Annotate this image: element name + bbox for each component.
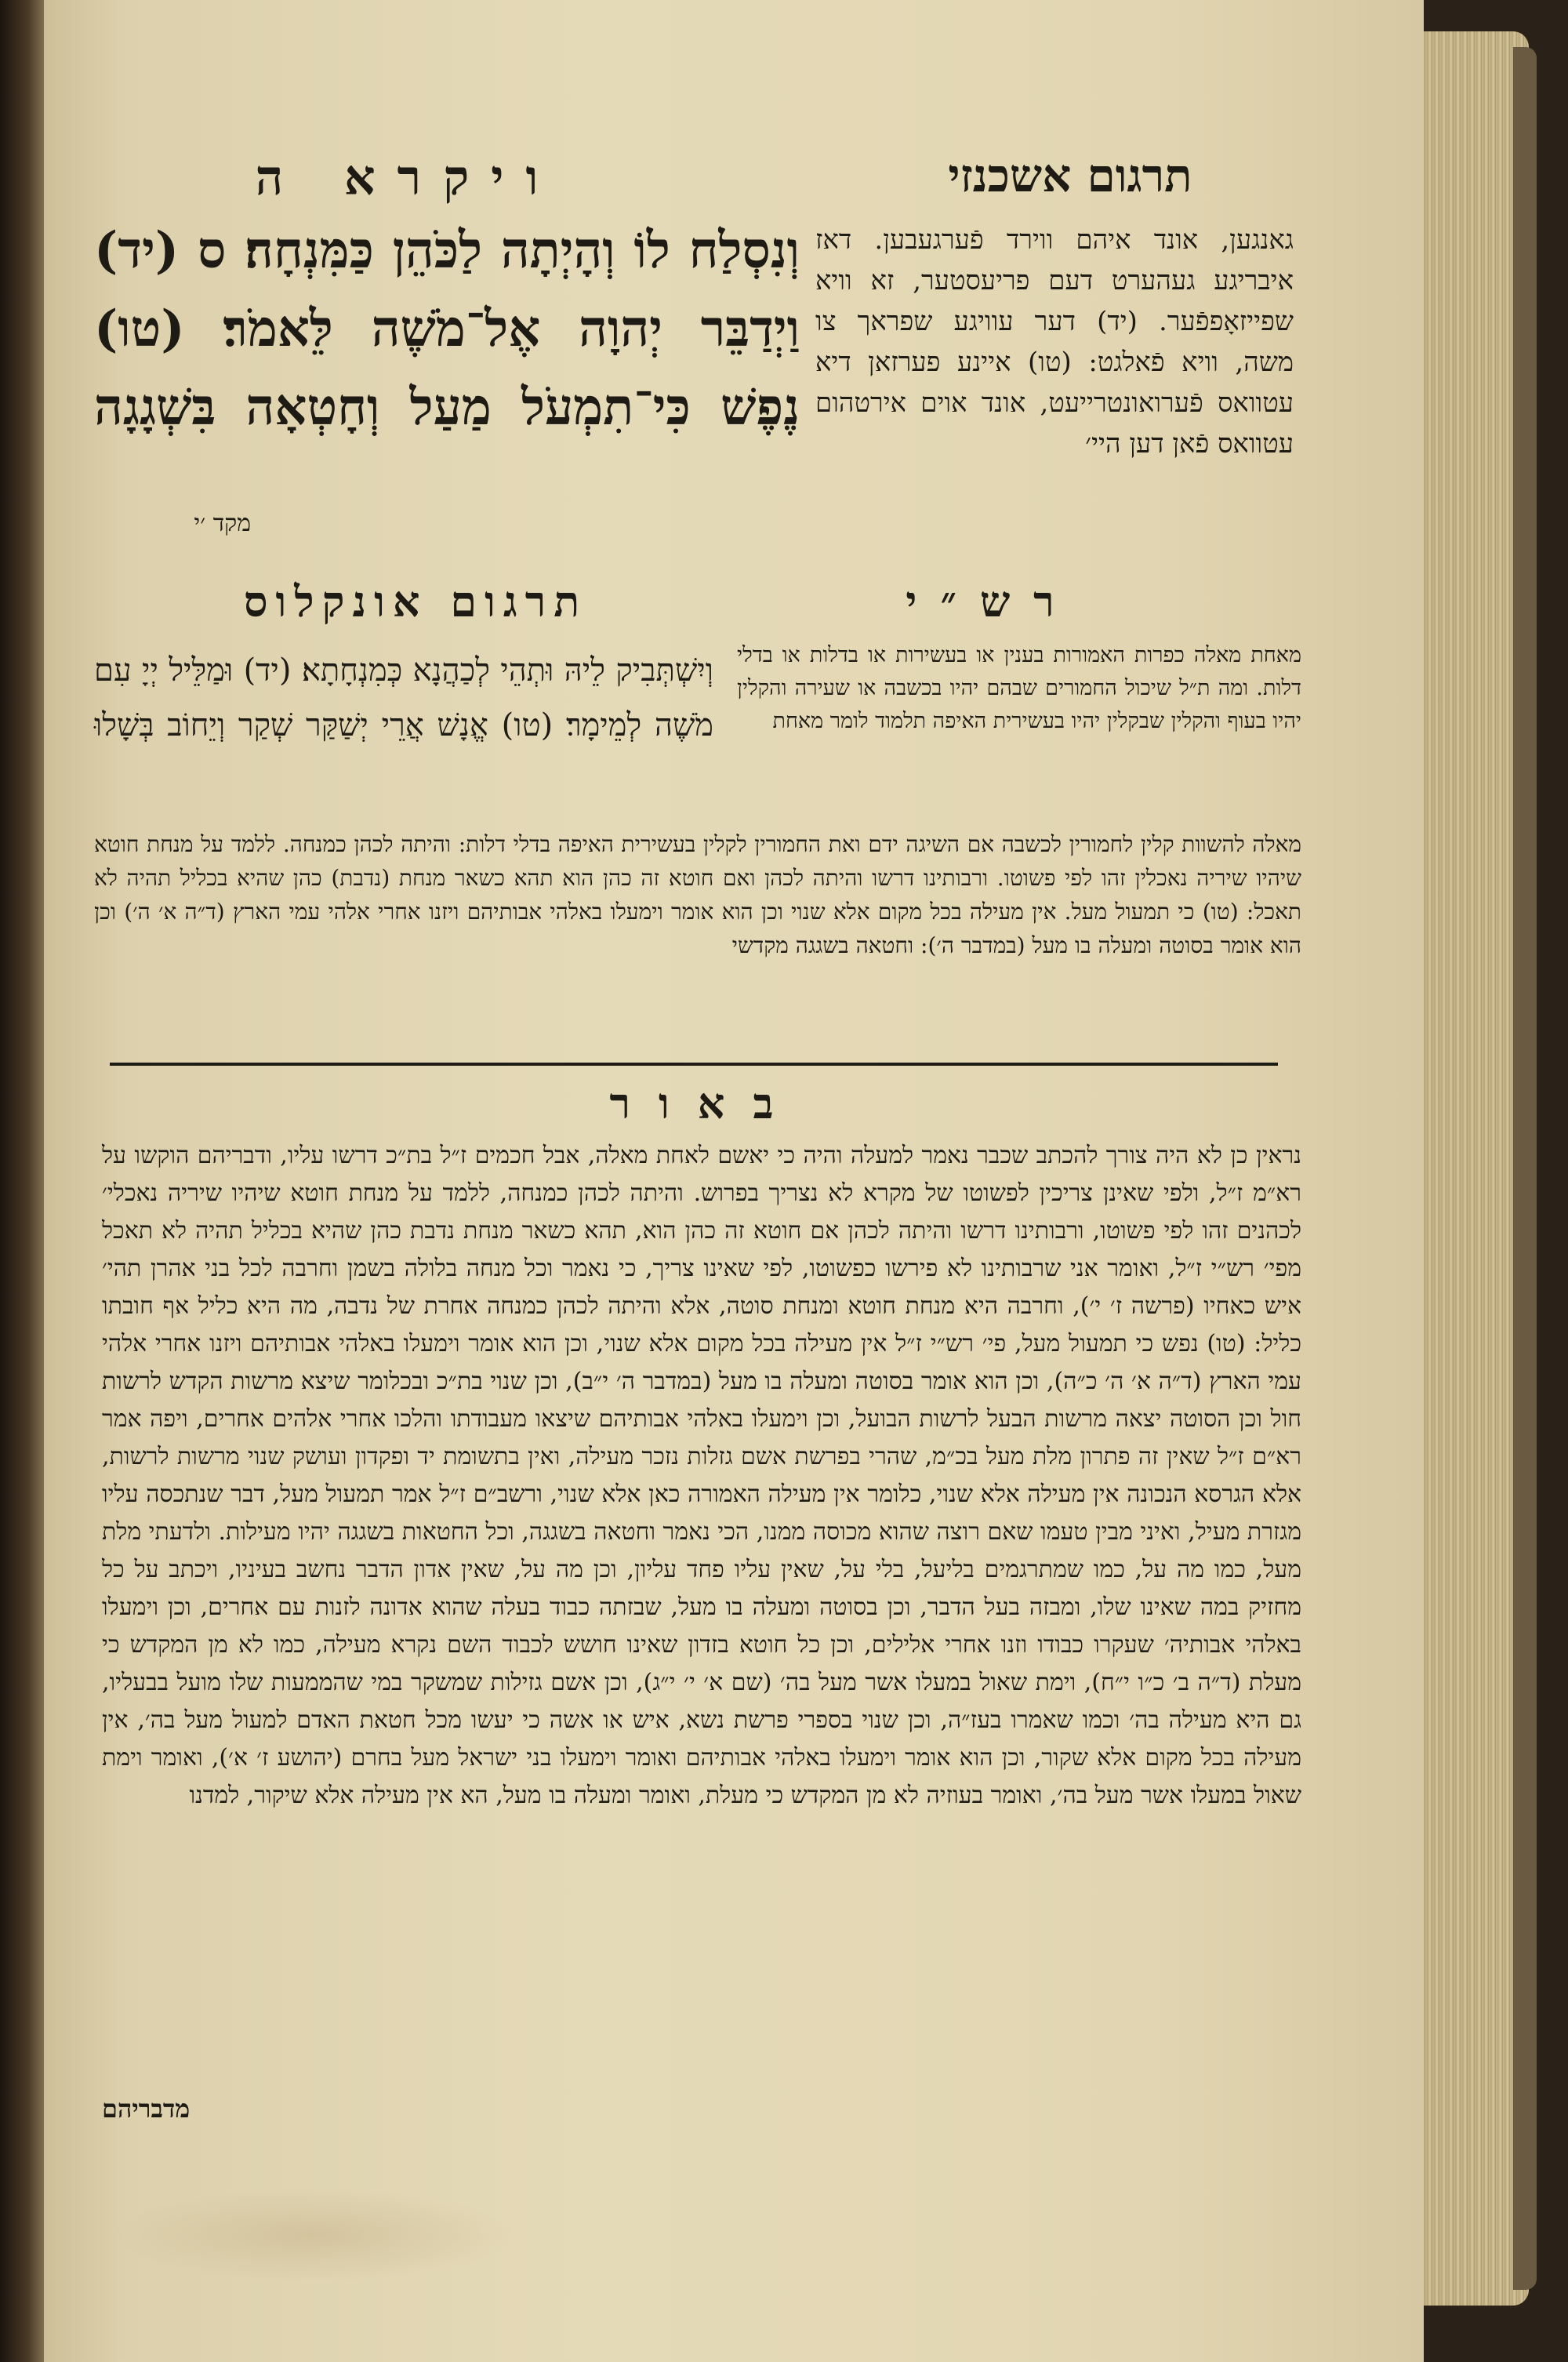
beur-paragraph: נראין כן לא היה צורך להכתב שכבר נאמר למעלה והיה כי יאשם לאחת מאלה, אבל חכמים ז״ל בת״כ דרשו עליו, ודבריהם הוקשו על רא״מ ז״ל, ולפי שאינן צריכין לפשוטו של מקרא לא נצריך בפרוש. והיתה לכהן כמנחה, ללמד על מנחת חוטא שיהיו שיריה נאכלי׳ לכהנים זהו לפי פשוטו, ורבותינו דרשו והיתה לכהן אם חוטא זה כהן הוא, תהא כשאר מנחת נדבת כהן שהיא בכליל תהיה לא תאכל מפי׳ רש״י ז״ל, ואומר אני שרבותינו לא פירשו כפשוטו, לפי שאינו צריך, כי נאמר וכל מנחה בלולה בשמן וחרבה לכל בני אהרן תהי׳ איש כאחיו (פרשה ז׳ י׳), וחרבה היא מנחת חוטא ומנחת סוטה, אלא והיתה לכהן כמנחה אחרת של נדבה, מה היא כליל אף חובתו כליל: (טו) נפש כי תמעול מעל, פי׳ רש״י ז״ל אין מעילה בכל מקום אלא שנוי, וכן הוא אומר וימעלו באלהי אבותיהם ויזנו אחרי אלהי עמי הארץ (ד״ה א׳ ה׳ כ״ה), וכן הוא אומר בסוטה ומעלה בו מעל (במדבר ה׳ י״ב), וכן שנוי בת״כ ובכלומר שיצא מרשות הקדש לרשות חול וכן הסוטה יצאה מרשות הבעל לרשות הבועל, וכן וימעלו באלהי אבותיהם שיצאו מעבודתו והלכו אחרי אלהים אחרים, ויפה אמר רא״ם ז״ל שאין זה פתרון מלת מעל בכ״מ, שהרי בפרשת אשם גזלות נזכר מעילה, ואין בתשומת יד ופקדון ועושק שנוי מרשות לרשות, אלא הגרסא הנכונה אין מעילה אלא שנוי, כלומר אין מעילה האמורה כאן אלא שנוי, ורשב״ם ז״ל אמר תמעול מעל, דבר שנתכסה עליו מגזרת מעיל, ואיני מבין טעמו שאם רוצה שהוא מכוסה ממנו, הכי נאמר וחטאה בשגגה, וכל החטאות בשגגה יהיו מעילות. ולדעתי מלת מעל, כמו מה על, כמו שמתרגמים בליעל, בלי על, שאין עליו פחד עליון, וכן מה על, שאין אדון הדבר נחשב בעיניו, ויכתב על כל מחזיק במה שאינו שלו, ומבזה בעל הדבר, וכן בסוטה ומעלה בו מעל, שבזתה כבוד בעלה שהוא אדונה לזנות עם אחרים, וכן וימעלו באלהי אבותיה׳ שעקרו כבודו וזנו אחרי אלילים, וכן כל חוטא בזדון שאינו חושש לכבוד השם נקרא מעילה, כמו לא מן המקדש כי מעלת (ד״ה ב׳ כ״ו י״ח), וימת שאול במעלו אשר מעל בה׳ (שם א׳ י׳ י״ג), וכן אשם גזילות שמשקר במי שהממעות שלו מועל בבעליו, גם היא מעילה בה׳ וכמו שאמרו בעז״ה, וכן שנוי בספרי פרשת נשא, איש או אשה כי יעשו מכל חטאת האדם למעול מעל בה׳, אין מעילה בכל מקום אלא שקור, וכן הוא אומר וימעלו באלהי אבותיהם ואומר וימעלו בני ישראל מעל בחרם (יהושע ז׳ א׳), ואומר וימת שאול במעלו אשר מעל בה׳, ואומר בעוזיה לא מן המקדש כי מעלת, ואומר ומעלה בו מעל, הא אין מעילה אלא שיקור, למדנו: [102, 1142, 1301, 1809]
page-stain: [110, 2188, 517, 2282]
section-divider: [110, 1063, 1278, 1066]
book-cover-edge: [1513, 47, 1537, 2290]
page-edges: [1411, 31, 1529, 2306]
rashi-commentary-continued: מאלה להשוות קלין לחמורין לכשבה אם השיגה ידם ואת החמורין לקלין בעשירית האיפה בדלי דלות: והיתה לכהן כמנחה. ללמד על מנחת חוטא שיהיו שיריה נאכלין זהו לפי פשוטו. ורבותינו דרשו והיתה לכהן ואם חוטא זה כהן הוא תהא כשאר מנחת (נדבת) כהן שהיא בכליל תהיה לא תאכל: (טו) כי תמעול מעל. אין מעילה בכל מקום אלא שנוי וכן הוא אומר וימעלו באלהי אבותיהם ויזנו אחרי אלהי עמי הארץ (ד״ה א׳ ה׳) וכן הוא אומר בסוטה ומעלה בו מעל (במדבר ה׳): וחטאה בשגגה מקדשי: [94, 831, 1301, 958]
verse-marker: מקד ׳י: [194, 510, 251, 537]
beur-commentary: [102, 1137, 1301, 2086]
verse-text: וְנִסְלַח לוֹ וְהָיְתָה לַכֹּהֵן כַּמִּנְחָה׃ ס (יד) וַיְדַבֵּר יְהוָה אֶל־מֹשֶׁה לֵּאמֹר׃ (טו) נֶפֶשׁ כִּי־תִמְעֹל מַעַל וְחָטְאָה בִּשְׁגָגָה: [94, 221, 800, 437]
beur-title: באור: [609, 1078, 802, 1128]
onkelos-text: וְיִשְׁתְּבִיק לֵיהּ וּתְהֵי לְכַהֲנָא כְּמִנְחָתָא׃ (יד) וּמַלֵּיל יְיָ עִם מֹשֶׁה לְמֵימָר׃ (טו) אֱנָשׁ אֲרֵי יְשַׁקַּר שְׁקַר וְיֵחוֹב בְּשָׁלוּ: [94, 652, 713, 743]
catchword: מדבריהם: [102, 2094, 191, 2124]
rashi-title: רש״י: [906, 576, 1078, 627]
yiddish-translation: גאנגען, אונד איהם ווירד פֿערגעבען. דאז איבריגע געהערט דעם פריעסטער, זא וויא שפייזאָפפֿער. (יד) דער עוויגע שפראך צו משה, וויא פֿאלגט: (טו) איינע פערזאן דיא עטוואס פֿערואונטרייעט, אונד אוים אירטהום עטוואס פֿאן דען היי׳: [815, 224, 1294, 460]
onkelos-title: תרגום אונקלוס: [243, 576, 588, 627]
running-head-book: ויקרא ה: [255, 149, 561, 206]
rashi-commentary-top: מאחת מאלה כפרות האמורות בענין או בעשירות או בדלות או בדלי דלות. ומה ת״ל שיכול החמורים שבהם יהיו בכשבה או שעירה והקלין יהיו בעוף והקלין שבקלין יהיו בעשירית האיפה תלמוד לומר מאחת: [737, 643, 1301, 733]
running-head-targum: תרגום אשכנזי: [948, 149, 1192, 202]
book-binding: [0, 0, 47, 2362]
